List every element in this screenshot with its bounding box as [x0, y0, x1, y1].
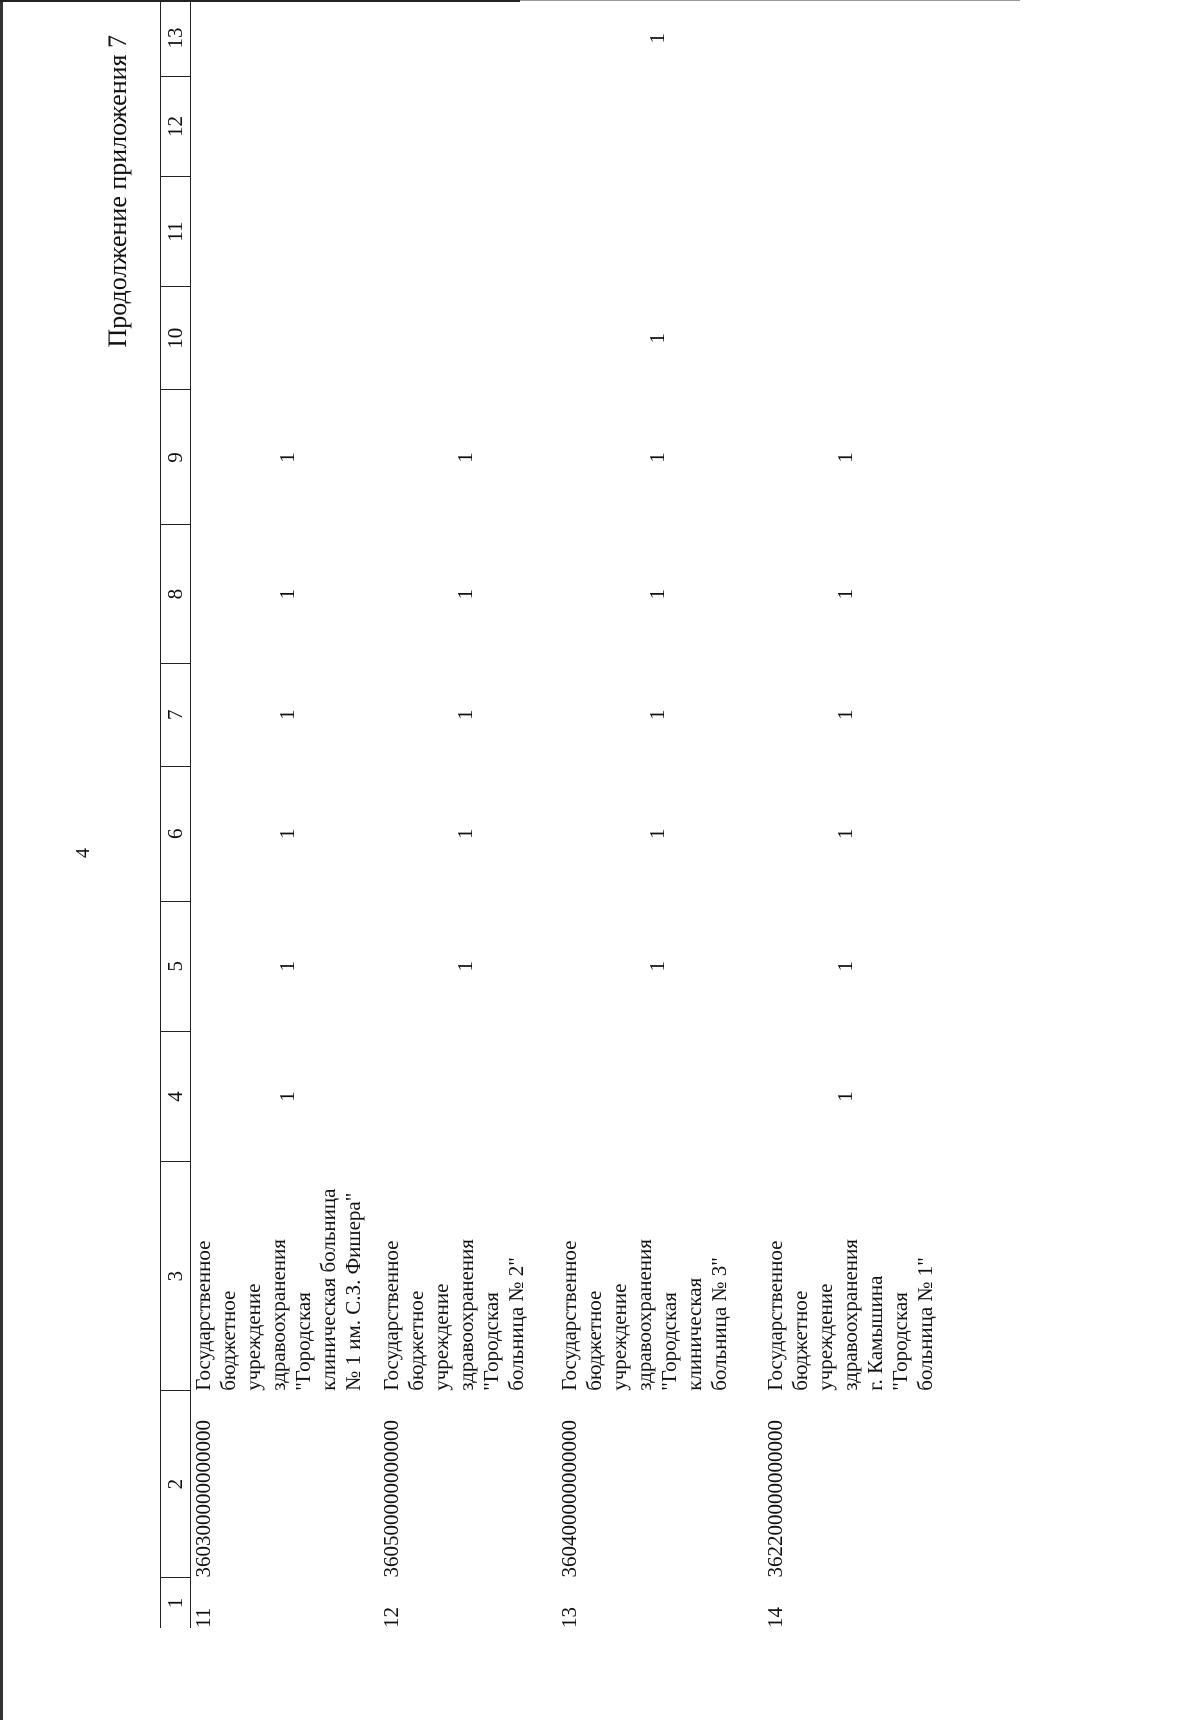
institution-name-line: Государственное [379, 1240, 403, 1391]
institution-name-line: здравоохранения [266, 1239, 290, 1391]
cell-col-12 [557, 76, 763, 176]
cell-col-4 [379, 1031, 557, 1161]
cell-col-8 [379, 525, 557, 663]
column-header-8: 8 [161, 525, 191, 663]
column-header-5: 5 [161, 901, 191, 1031]
institution-name [379, 1162, 557, 1391]
mark-value: 1 [645, 961, 669, 972]
cell-col-6 [379, 766, 557, 901]
row-number: 11 [191, 1607, 215, 1628]
institution-name-line: № 1 им. С.З. Фишера" [341, 1192, 365, 1391]
table-row [191, 0, 380, 1628]
continuation-title: Продолжение приложения 7 [103, 35, 132, 348]
cell-col-5 [763, 901, 963, 1031]
cell-col-7 [379, 663, 557, 766]
institution-name-line: бюджетное [404, 1290, 428, 1391]
cell-col-10 [191, 286, 380, 390]
institution-name-line: учреждение [607, 1283, 631, 1391]
row-number: 13 [557, 1607, 581, 1628]
mark-value: 1 [275, 452, 299, 463]
institution-name-line: клиническая [682, 1277, 706, 1391]
cell-col-13 [379, 0, 557, 76]
mark-value: 1 [645, 452, 669, 463]
appendix-table [160, 0, 963, 1628]
mark-value: 1 [833, 588, 857, 600]
cell-col-11 [379, 177, 557, 287]
cell-col-12 [379, 76, 557, 176]
column-header-12: 12 [161, 76, 191, 176]
cell-col-6 [557, 766, 763, 901]
institution-name [763, 1162, 963, 1391]
column-header-4: 4 [161, 1031, 191, 1161]
mark-value: 1 [275, 961, 299, 972]
cell-col-11 [191, 177, 380, 287]
cell-col-12 [191, 76, 380, 176]
institution-code: 360300000000000 [191, 1419, 215, 1578]
header-row [161, 0, 191, 1628]
institution-name-line: клиническая больница [316, 1188, 340, 1391]
institution-code: 360400000000000 [557, 1419, 581, 1578]
cell-col-11 [763, 177, 963, 287]
cell-col-8 [191, 525, 380, 663]
institution-name-line: учреждение [813, 1283, 837, 1391]
table-row [379, 0, 557, 1628]
mark-value: 1 [645, 32, 669, 44]
cell-col-4 [557, 1031, 763, 1161]
cell-col-4 [191, 1031, 380, 1161]
institution-name-line: здравоохранения [632, 1239, 656, 1391]
institution-name-line: бюджетное [582, 1290, 606, 1391]
row-number: 12 [379, 1607, 403, 1628]
mark-value: 1 [645, 828, 669, 839]
cell-col-11 [557, 177, 763, 287]
cell-col-10 [763, 286, 963, 390]
cell-col-8 [557, 525, 763, 663]
mark-value: 1 [453, 828, 477, 839]
mark-value: 1 [453, 961, 477, 972]
column-header-1: 1 [161, 1577, 191, 1628]
cell-col-8 [763, 525, 963, 663]
cell-col-7 [557, 663, 763, 766]
table-row [763, 0, 963, 1628]
cell-col-5 [379, 901, 557, 1031]
institution-name-line: здравоохранения [838, 1239, 862, 1391]
mark-value: 1 [275, 1091, 299, 1102]
column-header-11: 11 [161, 177, 191, 287]
cell-col-13 [191, 0, 380, 76]
institution-name-line: учреждение [241, 1283, 265, 1391]
column-header-2: 2 [161, 1391, 191, 1578]
mark-value: 1 [453, 452, 477, 463]
institution-name-line: больница № 2" [504, 1257, 528, 1391]
cell-col-7 [763, 663, 963, 766]
mark-value: 1 [833, 709, 857, 720]
institution-name-line: больница № 1" [913, 1257, 937, 1391]
institution-code: 362200000000000 [763, 1419, 787, 1578]
table-row [557, 0, 763, 1628]
institution-name-line: бюджетное [788, 1290, 812, 1391]
institution-name-line: "Городская [479, 1292, 503, 1391]
mark-value: 1 [453, 588, 477, 600]
mark-value: 1 [453, 709, 477, 720]
cell-col-6 [191, 766, 380, 901]
cell-col-5 [191, 901, 380, 1031]
institution-name-line: г. Камышина [863, 1275, 887, 1391]
column-header-13: 13 [161, 0, 191, 76]
cell-col-13 [557, 0, 763, 76]
mark-value: 1 [275, 828, 299, 839]
cell-col-6 [763, 766, 963, 901]
cell-col-9 [191, 390, 380, 525]
institution-name-line: здравоохранения [454, 1239, 478, 1391]
institution-code: 360500000000000 [379, 1419, 403, 1578]
mark-value: 1 [833, 1091, 857, 1102]
mark-value: 1 [275, 709, 299, 720]
institution-name [191, 1162, 380, 1391]
row-number: 14 [763, 1607, 787, 1628]
cell-col-4 [763, 1031, 963, 1161]
column-header-6: 6 [161, 766, 191, 901]
column-header-10: 10 [161, 286, 191, 390]
mark-value: 1 [645, 332, 669, 344]
cell-col-9 [557, 390, 763, 525]
institution-name-line: "Городская [657, 1292, 681, 1391]
cell-col-12 [763, 76, 963, 176]
institution-name-line: "Городская [291, 1292, 315, 1391]
mark-value: 1 [645, 709, 669, 720]
institution-name-line: учреждение [429, 1283, 453, 1391]
cell-col-5 [557, 901, 763, 1031]
institution-name-line: бюджетное [216, 1290, 240, 1391]
mark-value: 1 [833, 828, 857, 839]
institution-name [557, 1162, 763, 1391]
mark-value: 1 [275, 588, 299, 600]
mark-value: 1 [645, 588, 669, 600]
page-number: 4 [72, 848, 94, 858]
institution-name-line: Государственное [557, 1240, 581, 1391]
cell-col-7 [191, 663, 380, 766]
institution-name-line: Государственное [191, 1240, 215, 1391]
institution-name-line: "Городская [888, 1292, 912, 1391]
column-header-9: 9 [161, 390, 191, 525]
column-header-3: 3 [161, 1162, 191, 1391]
institution-name-line: больница № 3" [707, 1257, 731, 1391]
institution-name-line: Государственное [763, 1240, 787, 1391]
cell-col-10 [557, 286, 763, 390]
mark-value: 1 [833, 961, 857, 972]
cell-col-9 [379, 390, 557, 525]
cell-col-9 [763, 390, 963, 525]
column-header-7: 7 [161, 663, 191, 766]
cell-col-13 [763, 0, 963, 76]
cell-col-10 [379, 286, 557, 390]
mark-value: 1 [833, 452, 857, 463]
